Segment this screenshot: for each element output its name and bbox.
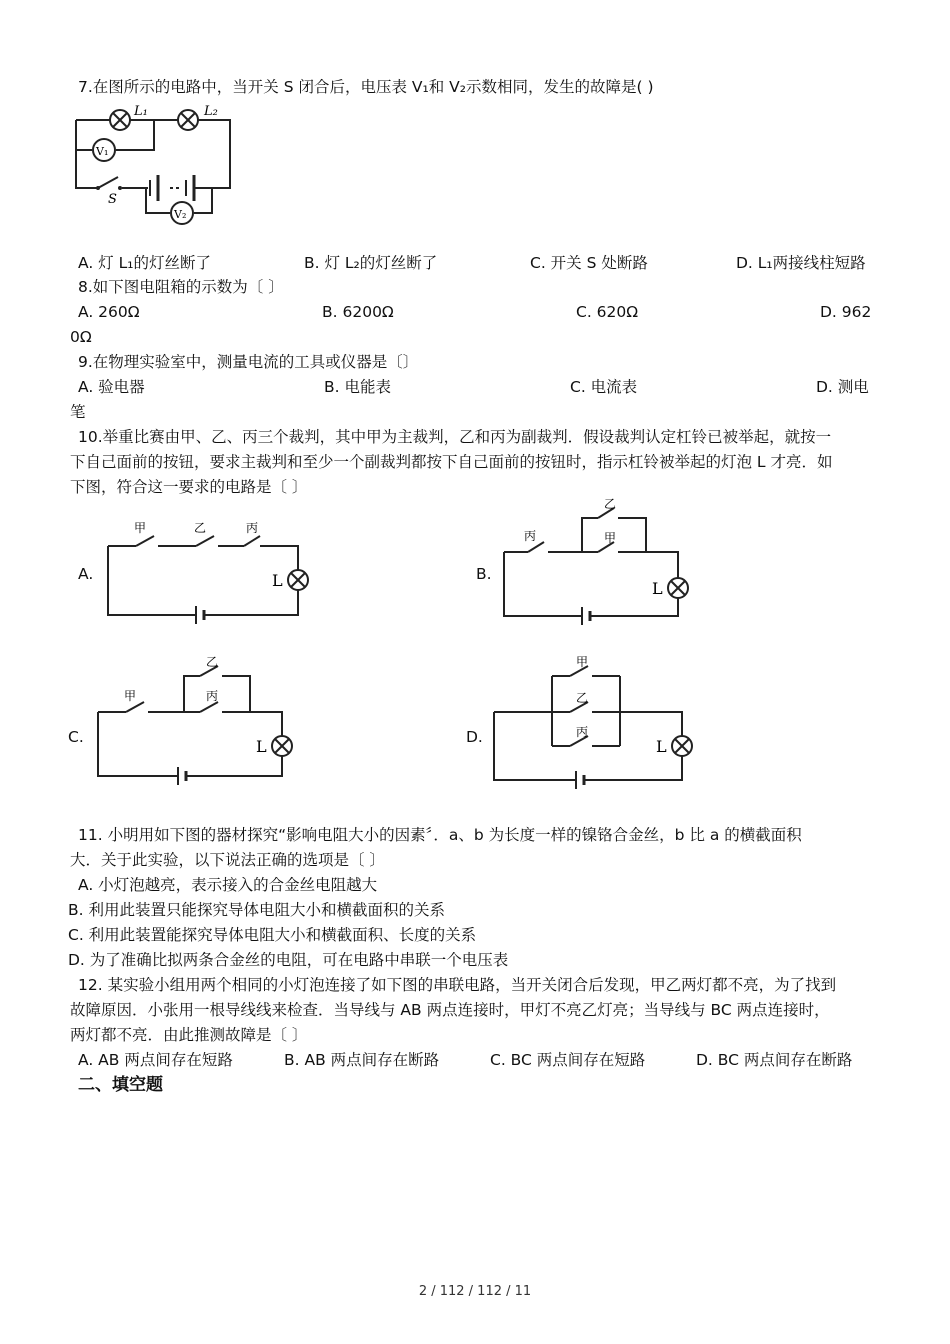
q8-option-c[interactable]: C. 620Ω — [576, 303, 639, 321]
q12-stem-line-1: 12. 某实验小组用两个相同的小灯泡连接了如下图的串联电路，当开关闭合后发现，甲乙两灯都不亮，为了找到 — [78, 976, 837, 994]
q9-option-c[interactable]: C. 电流表 — [570, 378, 638, 396]
q10b-label-lamp: L — [652, 579, 663, 598]
q7-option-d[interactable]: D. L₁两接线柱短路 — [736, 254, 866, 272]
q11-stem-line-2: 大．关于此实验，以下说法正确的选项是〔 〕 — [70, 851, 385, 869]
q7-option-a[interactable]: A. 灯 L₁的灯丝断了 — [78, 254, 211, 272]
q10-stem-line-1: 10.举重比赛由甲、乙、丙三个裁判，其中甲为主裁判，乙和丙为副裁判．假设裁判认定杠铃已被举起，就按一 — [78, 428, 832, 446]
q10c-label-bing: 丙 — [206, 689, 219, 703]
q7-stem: 7.在图所示的电路中，当开关 S 闭合后，电压表 V₁和 V₂示数相同，发生的故障是( ) — [78, 78, 654, 96]
q10-option-c[interactable]: C. — [68, 728, 84, 746]
q10c-label-jia: 甲 — [124, 689, 137, 703]
q9-option-b[interactable]: B. 电能表 — [324, 378, 391, 396]
q12-option-c[interactable]: C. BC 两点间存在短路 — [490, 1051, 646, 1069]
q9-option-a[interactable]: A. 验电器 — [78, 378, 145, 396]
q10-stem-line-3: 下图，符合这一要求的电路是〔 〕 — [70, 478, 308, 496]
q11-option-b[interactable]: B. 利用此装置只能探究导体电阻大小和横截面积的关系 — [68, 901, 445, 919]
q11-option-c[interactable]: C. 利用此装置能探究导体电阻大小和横截面积、长度的关系 — [68, 926, 477, 944]
q12-option-a[interactable]: A. AB 两点间存在短路 — [78, 1051, 233, 1069]
q8-option-d-wrap: 0Ω — [70, 328, 92, 346]
q10a-label-jia: 甲 — [134, 521, 147, 535]
q10a-label-yi: 乙 — [194, 521, 207, 535]
q12-stem-line-2: 故障原因．小张用一根导线线来检查．当导线与 AB 两点连接时，甲灯不亮乙灯亮；当导线与 BC 两点连接时， — [70, 1001, 830, 1019]
q11-option-a[interactable]: A. 小灯泡越亮，表示接入的合金丝电阻越大 — [78, 876, 378, 894]
q10d-label-bing: 丙 — [576, 725, 589, 739]
q10-option-a[interactable]: A. — [78, 565, 94, 583]
q10a-label-bing: 丙 — [246, 521, 259, 535]
q10c-label-yi: 乙 — [206, 655, 219, 669]
q10-circuit-a — [100, 518, 320, 628]
q10b-label-yi: 乙 — [604, 497, 617, 511]
q8-option-d[interactable]: D. 962 — [820, 303, 872, 321]
page-number: 2 / 112 / 112 / 11 — [418, 1284, 532, 1299]
q10-option-b[interactable]: B. — [476, 565, 492, 583]
q7-circuit-diagram — [70, 105, 240, 225]
q10-option-d[interactable]: D. — [466, 728, 483, 746]
q12-option-b[interactable]: B. AB 两点间存在断路 — [284, 1051, 440, 1069]
q7-label-v1: V₁ — [96, 145, 109, 158]
q10-stem-line-2: 下自己面前的按钮，要求主裁判和至少一个副裁判都按下自己面前的按钮时，指示杠铃被举起的灯泡 L 才亮．如 — [70, 453, 833, 471]
q10d-label-lamp: L — [656, 737, 667, 756]
q7-option-b[interactable]: B. 灯 L₂的灯丝断了 — [304, 254, 438, 272]
q10-circuit-c — [92, 652, 312, 782]
q8-option-b[interactable]: B. 6200Ω — [322, 303, 394, 321]
q7-label-l1: L₁ — [134, 104, 148, 119]
q7-label-l2: L₂ — [204, 104, 218, 119]
q12-option-d[interactable]: D. BC 两点间存在断路 — [696, 1051, 853, 1069]
q8-option-a[interactable]: A. 260Ω — [78, 303, 140, 321]
q10b-label-jia: 甲 — [604, 531, 617, 545]
q12-stem-line-3: 两灯都不亮．由此推测故障是〔 〕 — [70, 1026, 308, 1044]
section-heading-fill-blank: 二、填空题 — [78, 1075, 163, 1095]
q9-option-d-wrap: 笔 — [70, 403, 86, 421]
q7-option-c[interactable]: C. 开关 S 处断路 — [530, 254, 648, 272]
q10a-label-lamp: L — [272, 571, 283, 590]
q10-circuit-d — [490, 648, 710, 788]
q11-option-d[interactable]: D. 为了准确比拟两条合金丝的电阻，可在电路中串联一个电压表 — [68, 951, 509, 969]
q7-label-v2: V₂ — [174, 208, 187, 221]
q10d-label-yi: 乙 — [576, 691, 589, 705]
q9-stem: 9.在物理实验室中，测量电流的工具或仪器是〔〕 — [78, 353, 419, 371]
q10b-label-bing: 丙 — [524, 529, 537, 543]
q7-label-s: S — [108, 192, 117, 207]
q10-circuit-b — [498, 496, 718, 626]
q10d-label-jia: 甲 — [576, 655, 589, 669]
q9-option-d[interactable]: D. 测电 — [816, 378, 869, 396]
q10c-label-lamp: L — [256, 737, 267, 756]
q8-stem: 8.如下图电阻箱的示数为〔 〕 — [78, 278, 284, 296]
q11-stem-line-1: 11. 小明用如下图的器材探究“影响电阻大小的因素〞．a、b 为长度一样的镍铬合金丝，b 比 a 的横截面积 — [78, 826, 802, 844]
